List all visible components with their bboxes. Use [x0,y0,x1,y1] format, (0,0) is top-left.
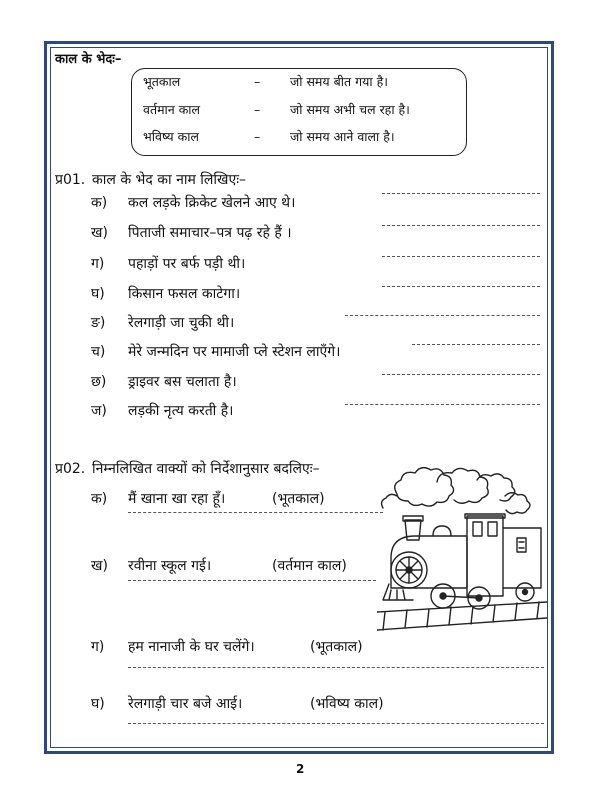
q2-number: प्र02. [55,461,86,477]
definition-dash: – [254,102,261,117]
q2-item-text: मैं खाना खा रहा हूँ। [128,491,226,507]
page-number: 2 [296,762,305,776]
q1-item-label: ख) [91,225,108,241]
q2-item-label: क) [91,491,108,507]
definition-term: भविष्य काल [143,129,199,144]
answer-line[interactable] [345,315,540,316]
answer-line[interactable] [128,667,544,668]
definition-dash: – [254,74,261,89]
answer-line[interactable] [128,723,544,724]
q2-item-text: हम नानाजी के घर चलेंगे। [128,639,255,655]
answer-line[interactable] [382,256,540,257]
q2-item-hint: (भविष्य काल) [310,696,384,712]
answer-line[interactable] [382,225,540,226]
q1-item-text: कल लड़के क्रिकेट खेलने आए थे। [128,195,296,211]
answer-line[interactable] [128,512,383,513]
definition-term: भूतकाल [143,74,181,89]
q1-item-text: लड़की नृत्य करती है। [128,403,234,419]
q1-item-text: पिताजी समाचार–पत्र पढ़ रहे हैं । [128,225,292,241]
answer-line[interactable] [382,193,540,194]
definition-meaning: जो समय आने वाला है। [290,129,395,144]
definition-meaning: जो समय बीत गया है। [290,74,388,89]
q1-item-text: रेलगाड़ी जा चुकी थी। [128,315,235,331]
definition-dash: – [254,129,261,144]
steam-train-icon [377,462,547,640]
answer-line[interactable] [382,374,540,375]
q1-item-label: छ) [91,374,107,390]
q1-item-label: घ) [91,286,105,302]
q1-prompt: काल के भेद का नाम लिखिएः– [92,172,247,188]
q1-item-text: ड्राइवर बस चलाता है। [128,374,237,390]
q2-prompt: निम्नलिखित वाक्यों को निर्देशानुसार बदलिएः– [92,461,320,477]
q1-item-label: ङ) [91,315,106,331]
definition-meaning: जो समय अभी चल रहा है। [290,102,410,117]
q1-item-label: च) [91,344,106,360]
definition-term: वर्तमान काल [143,102,201,117]
q1-item-label: ज) [91,403,107,419]
q2-item-label: घ) [91,696,105,712]
q2-item-text: रेलगाड़ी चार बजे आई। [128,696,243,712]
q1-item-label: क) [91,195,108,211]
q1-item-label: ग) [91,256,105,272]
q1-number: प्र01. [55,172,86,188]
q2-item-label: ख) [91,558,108,574]
q1-item-text: किसान फसल काटेगा। [128,286,241,302]
answer-line[interactable] [128,580,376,581]
answer-line[interactable] [345,404,540,405]
answer-line[interactable] [382,286,540,287]
intro-title: काल के भेदः– [55,52,122,67]
q2-item-hint: (वर्तमान काल) [272,558,347,574]
q1-item-text: मेरे जन्मदिन पर मामाजी प्ले स्टेशन लाएँगे। [128,344,341,360]
answer-line[interactable] [412,344,540,345]
q2-item-hint: (भूतकाल) [272,491,325,507]
q2-item-hint: (भूतकाल) [310,639,363,655]
q2-item-label: ग) [91,639,105,655]
q2-item-text: रवीना स्कूल गई। [128,558,212,574]
q1-item-text: पहाड़ों पर बर्फ पड़ी थी। [128,256,246,272]
